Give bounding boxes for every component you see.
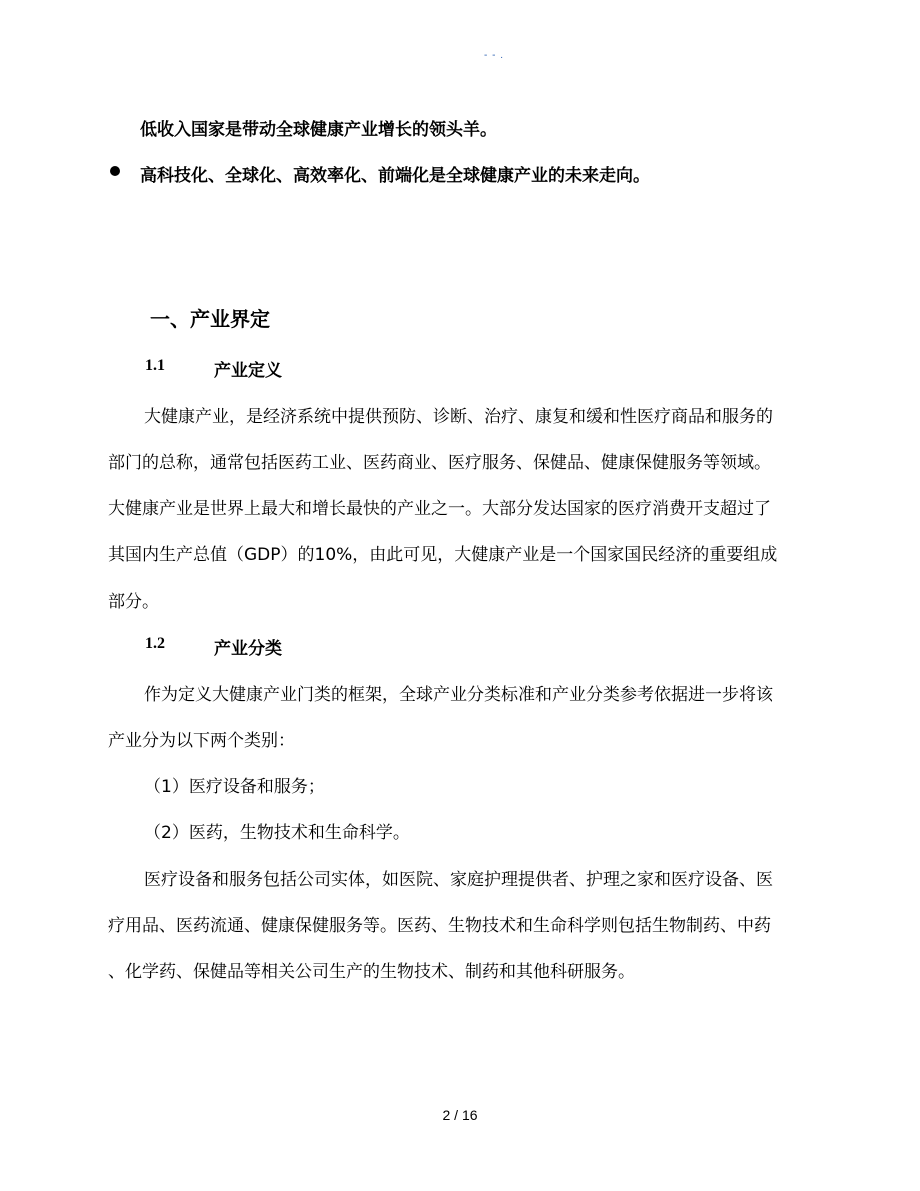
page-number: 2 / 16 xyxy=(442,1107,478,1123)
subsection-title: 产业定义 xyxy=(214,361,282,381)
paragraph-line: 、化学药、保健品等相关公司生产的生物技术、制药和其他科研服务。 xyxy=(108,962,635,982)
subsection-title: 产业分类 xyxy=(214,639,282,659)
list-item: （1）医疗设备和服务； xyxy=(144,777,325,797)
list-item: （2）医药，生物技术和生命科学。 xyxy=(144,823,410,843)
section-title: 一、产业界定 xyxy=(150,307,270,331)
intro-line: 低收入国家是带动全球健康产业增长的领头羊。 xyxy=(140,120,497,140)
header-mark: - - . xyxy=(484,50,504,61)
bullet-dot-icon xyxy=(110,166,120,176)
paragraph-line: 大健康产业，是经济系统中提供预防、诊断、治疗、康复和缓和性医疗商品和服务的 xyxy=(144,407,773,427)
intro-bullet-text: 高科技化、全球化、高效率化、前端化是全球健康产业的未来走向。 xyxy=(140,166,650,186)
paragraph-line: 其国内生产总值（GDP）的10%，由此可见，大健康产业是一个国家国民经济的重要组成 xyxy=(108,545,778,565)
paragraph-line: 产业分为以下两个类别： xyxy=(108,731,295,751)
paragraph-line: 部分。 xyxy=(108,592,159,612)
paragraph-line: 作为定义大健康产业门类的框架，全球产业分类标准和产业分类参考依据进一步将该 xyxy=(144,685,773,705)
paragraph-line: 医疗设备和服务包括公司实体，如医院、家庭护理提供者、护理之家和医疗设备、医 xyxy=(144,870,773,890)
paragraph-line: 部门的总称，通常包括医药工业、医药商业、医疗服务、保健品、健康保健服务等领域。 xyxy=(108,453,771,473)
subsection-number: 1.1 xyxy=(145,357,165,374)
subsection-number: 1.2 xyxy=(145,635,165,652)
paragraph-line: 大健康产业是世界上最大和增长最快的产业之一。大部分发达国家的医疗消费开支超过了 xyxy=(108,499,771,519)
paragraph-line: 疗用品、医药流通、健康保健服务等。医药、生物技术和生命科学则包括生物制药、中药 xyxy=(108,916,771,936)
